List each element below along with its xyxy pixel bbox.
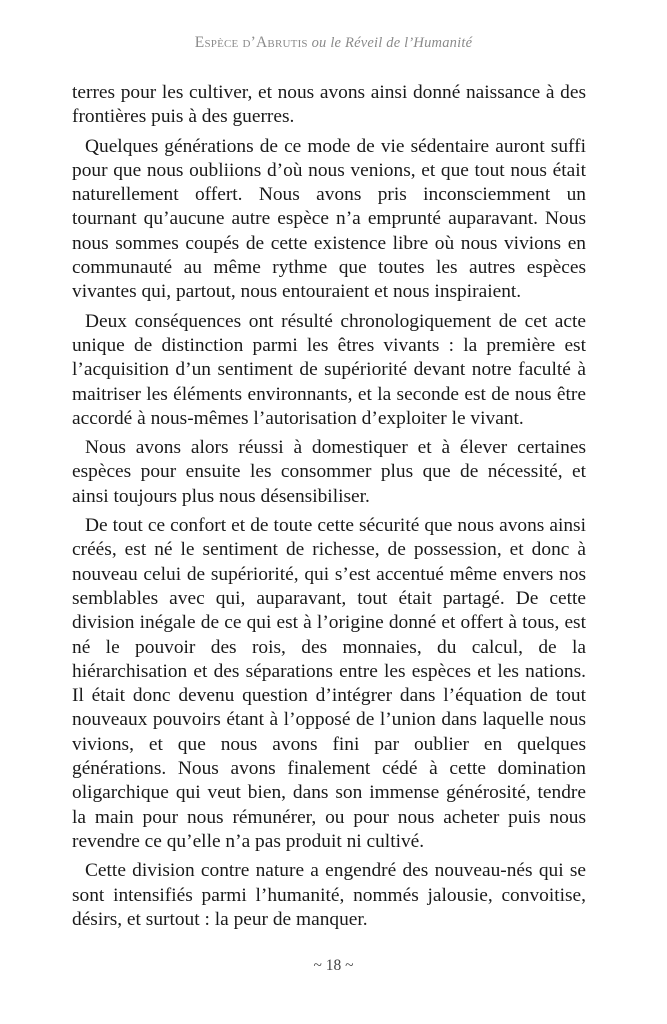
book-subtitle: ou le Réveil de l’Humanité	[311, 35, 473, 51]
running-header	[0, 34, 667, 52]
paragraph: Cette division contre nature a engendré des nouveau-nés qui se sont intensifiés parmi l’humanité, nommés jalousie, convoitise, désirs, et surtout : la peur de manquer.	[72, 860, 586, 930]
paragraph: Nous avons alors réussi à domestiquer et à élever certaines espèces pour ensuite les consommer plus que de nécessité, et ainsi toujours plus nous désensibiliser.	[72, 437, 586, 507]
book-title: Espèce d’Abrutis	[194, 34, 308, 51]
page-number: ~ 18 ~	[313, 957, 354, 974]
paragraph: Quelques générations de ce mode de vie sédentaire auront suffi pour que nous oubliions d’où nous venions, et que tout nous était naturellement offert. Nous avons pris inconsciemment un tournant qu’aucune autre espèce n’a emprunté auparavant. Nous nous sommes coupés de cette existence libre où nous vivions en communauté au même rythme que toutes les autres espèces vivantes qui, partout, nous entouraient et nous inspiraient.	[72, 135, 586, 303]
paragraph: terres pour les cultiver, et nous avons ainsi donné naissance à des frontières puis à des guerres.	[72, 82, 586, 128]
paragraph: De tout ce confort et de toute cette sécurité que nous avons ainsi créés, est né le sentiment de richesse, de possession, et donc à nouveau celui de supériorité, qui s’est accentué même envers nos semblables avec qui, auparavant, tout était partagé. De cette division inégale de ce qui est à l’origine donné et offert à tous, est né le pouvoir des rois, des monnaies, du calcul, de la hiérarchisation et des séparations entre les espèces et les nations. Il était donc devenu question d’intégrer dans l’équation de tout nouveaux pouvoirs étant à l’opposé de l’union dans laquelle nous vivions, et que nous avons fini par oublier en quelques générations. Nous avons finalement cédé à cette domination oligarchique qui veut bien, dans son immense générosité, tendre la main pour nous rémunérer, ou pour nous acheter puis nous revendre ce qu’elle n’a pas produit ni cultivé.	[72, 515, 586, 852]
body-text	[72, 81, 586, 937]
paragraph: Deux conséquences ont résulté chronologiquement de cet acte unique de distinction parmi les êtres vivants : la première est l’acquisition d’un sentiment de supériorité devant notre faculté à maitriser les éléments environnants, et la seconde est de nous être accordé à nous-mêmes l’autorisation d’exploiter le vivant.	[72, 310, 586, 429]
